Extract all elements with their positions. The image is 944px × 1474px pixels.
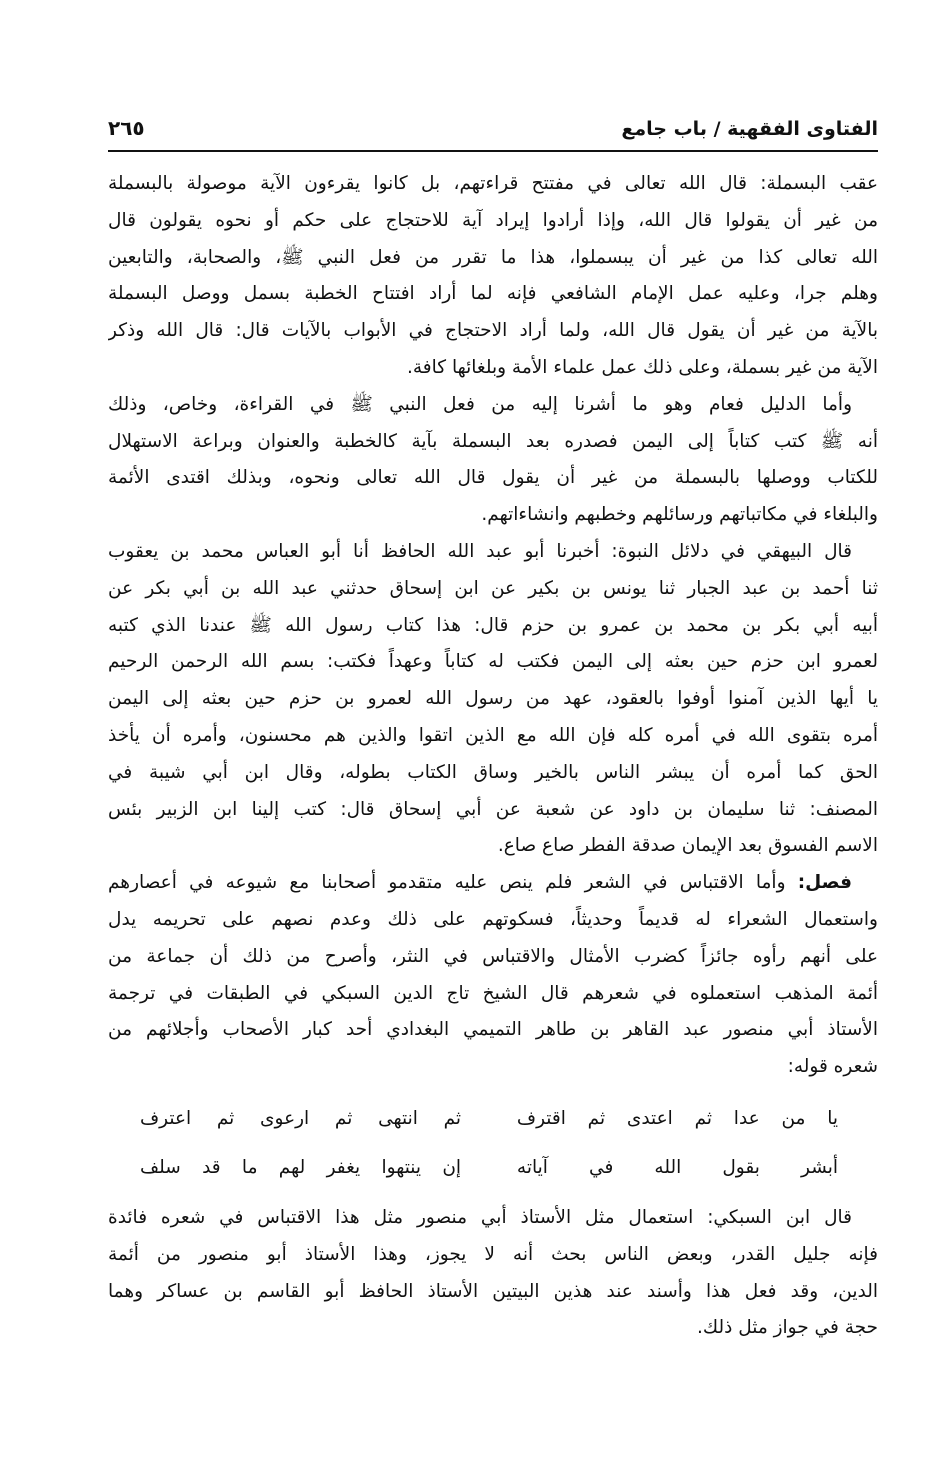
verse-line — [108, 1143, 878, 1192]
line-text: حجة في جواز مثل ذلك. — [697, 1317, 878, 1339]
text-line — [108, 276, 878, 313]
text-line — [108, 240, 878, 277]
line-text: عقب البسملة: قال الله تعالى في مفتتح قراءتهم، بل كانوا يقرءون الآية موصولة بالبسملة — [108, 173, 878, 194]
text-line — [108, 792, 878, 829]
text-line — [108, 976, 878, 1013]
text-line — [108, 387, 878, 424]
hemistich-first: أبشر بقول الله في آياته — [516, 1156, 838, 1178]
line-text: فإنه جليل القدر، وبعض الناس بحث أنه لا يجوز، وهذا الأستاذ أبو منصور من أئمة — [108, 1243, 878, 1265]
line-text: أئمة المذهب استعملوه في شعرهم قال الشيخ تاج الدين السبكي في الطبقات في ترجمة — [108, 982, 878, 1004]
hemistich-second: ثم انتهى ثم ارعوى ثم اعترف — [140, 1107, 462, 1129]
line-text: الآية من غير بسملة، وعلى ذلك عمل علماء الأمة وبلغائها كافة. — [407, 356, 878, 378]
line-text: الله تعالى كذا من غير أن يبسملوا، هذا ما تقرر من فعل النبي ﷺ، والصحابة، والتابعين — [108, 246, 878, 268]
paragraph — [108, 1200, 878, 1347]
line-text: شعره قوله: — [787, 1056, 878, 1078]
line-text: وأما الدليل فعام وهو ما أشرنا إليه من فعل النبي ﷺ في القراءة، وخاص، وذلك — [108, 393, 852, 415]
hemistich-first: يا من عدا ثم اعتدى ثم اقترف — [516, 1107, 838, 1129]
text-line — [108, 1200, 878, 1237]
line-text: الحق كما أمره أن يبشر الناس بالخير وساق الكتاب بطوله، وقال ابن أبي شيبة في — [108, 761, 878, 783]
line-text: للكتاب ووصلها بالبسملة من غير أن يقول قال الله تعالى ونحوه، وبذلك اقتدى الأئمة — [108, 467, 878, 489]
line-text: وأما الاقتباس في الشعر فلم ينص عليه متقدمو أصحابنا مع شيوعه في أعصارهم — [108, 872, 786, 894]
line-text: وهلم جرا، وعليه عمل الإمام الشافعي فإنه لما أراد افتتاح الخطبة بسمل ووصل البسملة — [108, 283, 878, 305]
text-line — [108, 1049, 878, 1086]
running-title: الفتاوى الفقهية / باب جامع — [621, 118, 878, 140]
text-line — [108, 534, 878, 571]
hemistich-second: إن ينتهوا يغفر لهم ما قد سلف — [140, 1156, 462, 1178]
line-text: أمره بتقوى الله في أمره كله فإن الله مع الذين اتقوا والذين هم محسنون، وأمره أن يأخذ — [108, 724, 878, 746]
line-text: على أنهم رأوه جائزاً كضرب الأمثال والاقتباس في النثر، وأصرح من ذلك أن جماعة من — [108, 945, 878, 967]
line-text: والبلغاء في مكاتباتهم ورسائلهم وخطبهم وانشاءاتهم. — [481, 504, 878, 526]
line-text: الأستاذ أبي منصور عبد القاهر بن طاهر التميمي البغدادي أحد كبار الأصحاب وأجلائهم من — [108, 1019, 878, 1041]
poem — [108, 1094, 878, 1192]
paragraph — [108, 166, 878, 387]
line-text: لعمرو ابن حزم حين بعثه إلى اليمن فكتب له كتاباً وعهداً فكتب: بسم الله الرحمن الرحيم — [108, 651, 878, 673]
text-line — [108, 571, 878, 608]
section-label: فصل: — [797, 872, 853, 894]
line-text: أبيه أبي بكر بن محمد بن عمرو بن حزم قال: هذا كتاب رسول الله ﷺ عندنا الذي كتبه — [108, 614, 878, 636]
paragraph — [108, 534, 878, 865]
text-line — [108, 313, 878, 350]
running-header — [108, 114, 878, 146]
text-line — [108, 166, 878, 203]
page-body — [108, 166, 878, 1347]
text-line — [108, 1237, 878, 1274]
header-rule — [108, 150, 878, 152]
text-line — [108, 350, 878, 387]
line-text: قال ابن السبكي: استعمال مثل الأستاذ أبي منصور مثل هذا الاقتباس في شعره فائدة — [108, 1206, 852, 1228]
page-number: ٢٦٥ — [108, 116, 145, 140]
line-text: يا أيها الذين آمنوا أوفوا بالعقود، عهد من رسول الله لعمرو بن حزم حين بعثه إلى اليمن — [108, 688, 878, 710]
text-line — [108, 755, 878, 792]
paragraph — [108, 865, 878, 1086]
text-line — [108, 939, 878, 976]
text-line — [108, 1012, 878, 1049]
line-text: من غير أن يقولوا قال الله، وإذا أرادوا إيراد آية للاحتجاج على حكم أو نحوه يقولون قال — [108, 209, 878, 231]
text-line — [108, 497, 878, 534]
line-text: ثنا أحمد بن عبد الجبار ثنا يونس بن بكير عن ابن إسحاق حدثني عبد الله بن أبي بكر عن — [108, 577, 878, 599]
line-text: قال البيهقي في دلائل النبوة: أخبرنا أبو عبد الله الحافظ أنا أبو العباس محمد بن يعقوب — [108, 540, 852, 562]
text-line — [108, 424, 878, 461]
text-line — [108, 1310, 878, 1347]
line-text: أنه ﷺ كتب كتاباً إلى اليمن فصدره بعد البسملة بآية كالخطبة والعنوان وبراعة الاستهلال — [108, 430, 878, 452]
text-line — [108, 865, 878, 902]
text-line — [108, 902, 878, 939]
text-line — [108, 608, 878, 645]
verse-line — [108, 1094, 878, 1143]
text-line — [108, 828, 878, 865]
line-text: واستعمال الشعراء له قديماً وحديثاً، فسكوتهم على ذلك وعدم نصهم على تحريمه يدل — [108, 908, 878, 930]
line-text: الدين، وقد فعل هذا وأسند عند هذين البيتين الأستاذ الحافظ أبو القاسم بن عساكر وهما — [108, 1280, 878, 1302]
text-line — [108, 1274, 878, 1311]
line-text: بالآية من غير أن يقول قال الله، ولما أراد الاحتجاج في الأبواب بالآيات قال: قال الله وذكر — [108, 320, 878, 342]
paragraph — [108, 387, 878, 534]
text-line — [108, 718, 878, 755]
text-line — [108, 644, 878, 681]
line-text: المصنف: ثنا سليمان بن داود عن شعبة عن أبي إسحاق قال: كتب إلينا ابن الزبير بئس — [108, 798, 878, 820]
text-line — [108, 681, 878, 718]
line-text: الاسم الفسوق بعد الإيمان صدقة الفطر صاع صاع. — [497, 835, 878, 857]
text-line — [108, 203, 878, 240]
text-line — [108, 460, 878, 497]
